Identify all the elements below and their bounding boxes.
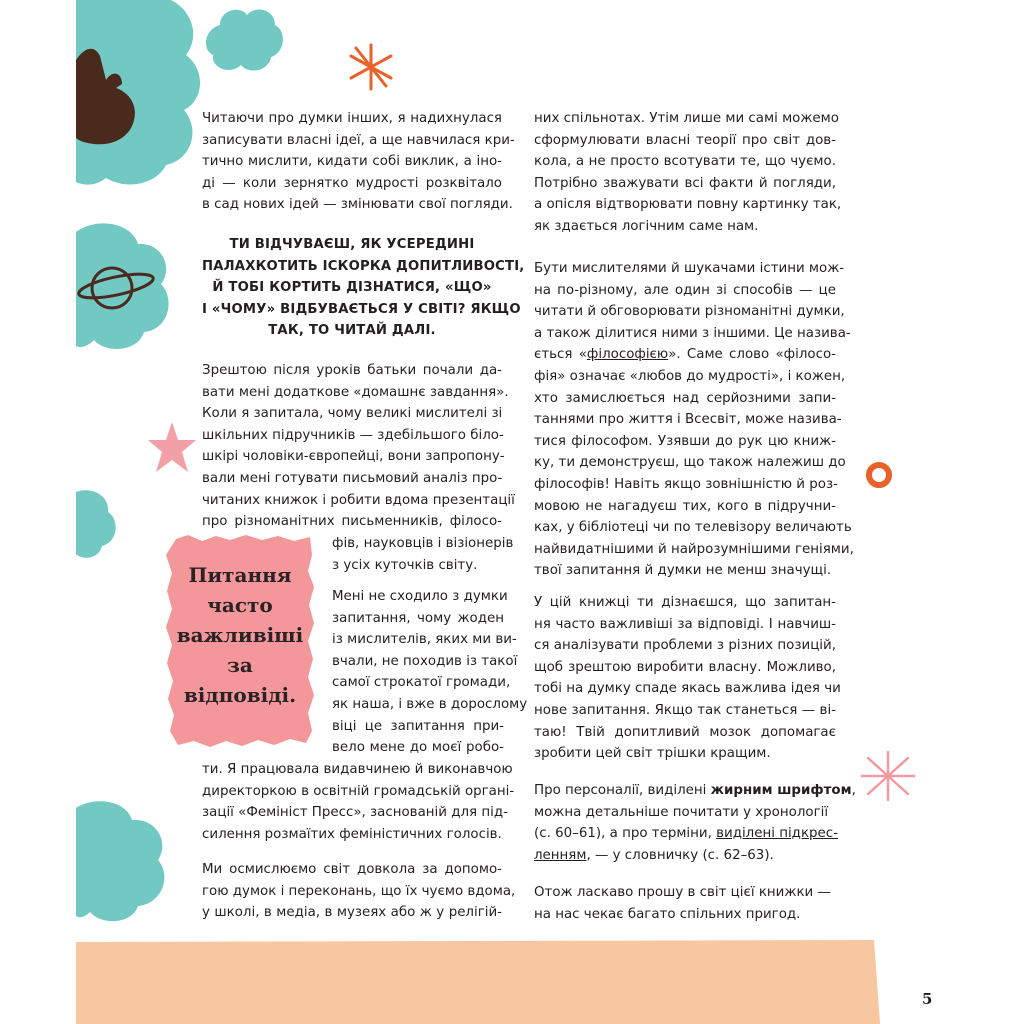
text-line: тобі на думку спаде якась важлива ідея чи (534, 681, 841, 697)
text-line: ся аналізувати проблеми з різних позицій, (534, 638, 836, 654)
text-line: шкірі чоловіки-європейці, вони запропону- (202, 449, 505, 465)
text-line (534, 780, 856, 802)
text-line: філософів! Навіть якщо зовнішністю й роз- (534, 476, 838, 492)
text-line: ня часто важливіші за відповіді. І навчиш- (534, 616, 836, 632)
text-fragment: Про персоналії, виділені (534, 783, 711, 798)
quote-line: за (227, 653, 253, 677)
section-heading (202, 234, 525, 342)
right-margin (946, 0, 1024, 1024)
text-line: Зрештою після уроків батьки почали да- (202, 363, 502, 378)
text-line: запитання, чому жоден (332, 610, 504, 626)
text-line: зробити цей світ трішки кращим. (534, 746, 771, 762)
text-line: як здається логічним саме нам. (534, 218, 759, 234)
text-line: а також ділитися ними з іншими. Це назива- (534, 325, 851, 341)
bold-text: жирним шрифтом (710, 783, 852, 798)
text-line: ти. Я працювала видавчинею й виконавчою (202, 762, 513, 777)
heading-line: І «ЧОМУ» ВІДБУВАЄТЬСЯ У СВІТІ? ЯКЩО (202, 301, 521, 317)
hand-icon (76, 40, 156, 150)
text-line (534, 344, 836, 366)
text-line: фія» означає «любов до мудрості», і кожен, (534, 368, 846, 384)
text-line: Читаючи про думки інших, я надихнулася (202, 111, 502, 126)
planet-icon (76, 258, 158, 318)
text-line: мовою не нагадуєш тих, кого в підручни- (534, 498, 836, 514)
text-line (534, 845, 836, 867)
text-line: таю! Твій допитливий мозок допомагає (534, 724, 836, 740)
text-line: Отож ласкаво прошу в світ цієї книжки — (534, 885, 831, 900)
text-line: фів, науковців і візіонерів (332, 536, 514, 551)
text-line: а опісля відтворювати повну картинку так, (534, 197, 842, 213)
heading-line: ПАЛАХКОТИТЬ ІСКОРКА ДОПИТЛИВОСТІ, (202, 258, 525, 274)
bottom-band (76, 940, 880, 1024)
left-paragraph-1 (202, 108, 515, 216)
text-line: вали мені готувати письмовий аналіз про- (202, 470, 503, 486)
text-line: кола, а не просто всотувати те, що чуємо. (534, 154, 836, 170)
ring-icon (864, 460, 894, 490)
text-line: на по-різному, але один зі способів — це (534, 282, 836, 298)
text-line: найвидатнішими й найрозумнішими геніями, (534, 541, 854, 557)
text-line l: силення розмаїтих феміністичних голосів. (202, 826, 502, 842)
text-line: в сад нових ідей — змінювати свої погляди. (202, 197, 513, 213)
text-line: хто замислюється над серйозними запи- (534, 390, 836, 406)
text-fragment: , (851, 783, 856, 798)
text-line: тично мислити, кидати собі виклик, а іно- (202, 154, 502, 170)
left-paragraph-2-tail (332, 533, 514, 576)
text-line: зації «Фемініст Пресс», заснованій для під- (202, 805, 508, 821)
left-margin (0, 0, 76, 1024)
quote-line: часто (207, 593, 273, 617)
text-line: як наша, і вже в дорослому (332, 696, 528, 712)
quote-line: відповіді. (183, 683, 297, 707)
text-line: самої строкатої громади, (332, 675, 511, 691)
text-line: про різноманітних письменників, філосо- (202, 514, 502, 530)
text-line: із мислителів, яких ми ви- (332, 632, 517, 648)
underlined-text: виділені підкрес- (716, 826, 838, 842)
text-line: сформулювати власні теорії про світ дов- (534, 132, 836, 148)
star-icon (148, 420, 198, 475)
text-line: вчали, не походив із такої (332, 653, 518, 669)
right-paragraph-1 (534, 108, 842, 238)
text-line: шкільних підручників — здебільшого біло- (202, 427, 504, 443)
cloud-bottom-left (76, 800, 172, 925)
right-paragraph-4 (534, 780, 856, 866)
heading-line: Й ТОБІ КОРТИТЬ ДІЗНАТИСЯ, «ЩО» (212, 280, 492, 296)
text-line: Бути мислителями й шукачами істини мож- (534, 261, 845, 276)
text-line: Мені не сходило з думки (332, 589, 508, 604)
text-line (534, 823, 836, 845)
text-fragment: (с. 60–61), а про терміни, (534, 826, 717, 842)
heading-line: ТИ ВІДЧУВАЄШ, ЯК УСЕРЕДИНІ (229, 237, 475, 252)
quote-line: Питання (188, 563, 292, 587)
right-paragraph-5 (534, 882, 836, 925)
text-line: них спільнотах. Утім лише ми самі можемо (534, 111, 839, 126)
text-line: Ми осмислюємо світ довкола за допомо- (202, 862, 502, 877)
text-line: читаних книжок і робити вдома презентації (202, 492, 515, 508)
text-line: з усіх куточків світу. (332, 557, 478, 573)
text-line: вати мені додаткове «домашнє завдання». (202, 384, 509, 400)
asterisk-icon (346, 42, 396, 92)
text-line: таннями про життя і Всесвіт, може називa- (534, 412, 842, 428)
text-line: читати й обговорювати різноманітні думки, (534, 304, 845, 320)
text-line: директоркою в освітній громадській органі- (202, 783, 515, 799)
left-paragraph-4 (202, 859, 516, 924)
page-number: 5 (922, 990, 933, 1008)
cloud-left-small (76, 488, 118, 560)
text-line: нове запитання. Якщо так станеться — ві- (534, 702, 836, 718)
text-line: записувати власні ідеї, а ще навчилася кри- (202, 132, 515, 148)
right-paragraph-2 (534, 258, 854, 582)
text-fragment: ється « (534, 347, 587, 363)
text-line: щоб зрештою виробити власну. Можливо, (534, 659, 836, 675)
left-paragraph-3-tail (202, 759, 515, 845)
text-line: Потрібно зважувати всі факти й погляди, (534, 175, 836, 191)
underlined-text: ленням (534, 847, 587, 863)
text-line: ді — коли зернятко мудрості розквітало (202, 175, 502, 191)
text-line: У цій книжці ти дізнаєшся, що запитан- (534, 595, 836, 610)
heading-line: ТАК, ТО ЧИТАЙ ДАЛІ. (268, 323, 436, 339)
right-paragraph-3 (534, 592, 841, 765)
text-line: у школі, в медіа, в музеях або ж у релігій- (202, 905, 502, 921)
text-line: ку, ти демонструєш, що також належиш до (534, 455, 846, 471)
text-line: ках, у бібліотеці чи по телевізору величають (534, 520, 852, 536)
glossary-link-philosophy[interactable]: філософією (586, 347, 669, 363)
text-line: вело мене до моєї робо- (332, 740, 504, 756)
text-fragment: , — у словничку (с. 62–63). (586, 847, 774, 863)
text-line: можна детальніше почитати у хронології (534, 804, 829, 820)
text-line: на нас чекає багато спільних пригод. (534, 906, 801, 922)
text-line: твої запитання й думки не менш значущі. (534, 563, 832, 579)
text-line: тися філософом. Узявши до рук цю книж- (534, 433, 836, 449)
text-fragment: ». Саме слово «філосо- (668, 347, 836, 363)
left-paragraph-3 (332, 586, 528, 759)
cloud-top-small (205, 5, 285, 75)
left-paragraph-2 (202, 360, 515, 533)
text-line: Коли я запитала, чому великі мислителі зі (202, 406, 503, 422)
text-line: віці це запитання при- (332, 718, 504, 734)
text-line: гою думок і переконань, що їх чуємо вдома, (202, 883, 516, 899)
pull-quote (168, 560, 312, 710)
asterisk-pink-icon (858, 750, 918, 802)
quote-line: важливіші (176, 623, 304, 647)
